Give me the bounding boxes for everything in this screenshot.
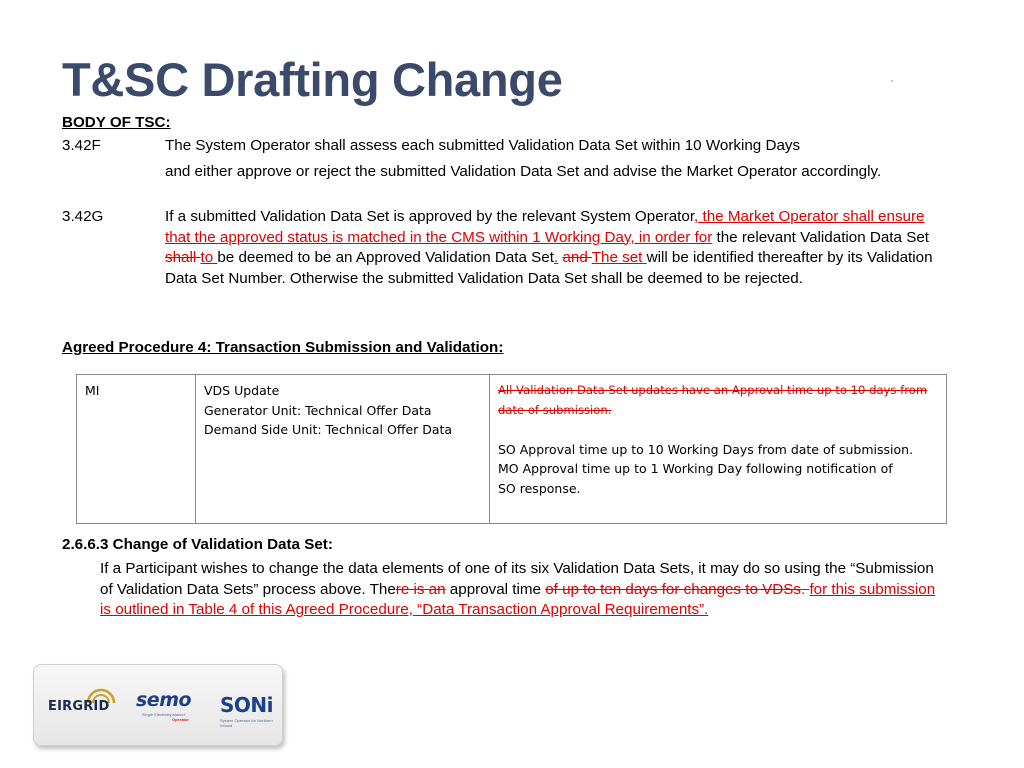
table-cell-mi-text: MI: [85, 383, 100, 398]
table-cell-vds-update: [196, 375, 490, 524]
decorative-dot: [891, 80, 893, 82]
clause-3-42g-text-2: the relevant Validation Data Set: [712, 228, 929, 246]
ap4-heading: Agreed Procedure 4: Transaction Submission and Validation:: [62, 339, 504, 356]
clause-3-42g-insertion-2: to: [200, 249, 218, 266]
mo-approval-line: MO Approval time up to 1 Working Day following notification of: [498, 461, 893, 476]
section-2663-text-1: If a Participant wishes to change the data elements of one of its six Validation Data Sets, it may do so using the “Submission of Validation Data Sets” process above. The: [100, 560, 934, 598]
table-cell-mi: [77, 375, 196, 524]
demand-side-unit-line: Demand Side Unit: Technical Offer Data: [204, 422, 453, 437]
slide-title: T&SC Drafting Change: [62, 53, 563, 106]
approval-time-table: [76, 374, 947, 524]
clause-3-42g-insertion-1: , the Market Operator shall ensure that the approved status is matched in the CMS within 1 Working Day, in order for: [165, 208, 925, 246]
clause-3-42g-deletion-1: shall: [165, 249, 201, 266]
clause-3-42g-text-3: be deemed to be an Approved Validation Data Set: [217, 249, 554, 266]
clause-3-42g-body: [165, 207, 949, 289]
section-2663-insertion-1: for this submission is outlined in Table 4 of this Agreed Procedure, “Data Transaction Approval Requirements”.: [100, 580, 936, 618]
clause-3-42g-insertion-3: .: [553, 249, 559, 266]
semo-logo-operator: Operator: [172, 717, 189, 722]
clause-3-42f-line1: The System Operator shall assess each submitted Validation Data Set within 10 Working Days: [165, 137, 801, 154]
clause-3-42g-text-5: will be identified thereafter by its Validation Data Set Number. Otherwise the submitted Validation Data Set shall be deemed to be rejected.: [165, 249, 933, 287]
generator-unit-line: Generator Unit: Technical Offer Data: [204, 402, 432, 418]
deleted-approval-text: All Validation Data Set updates have an Approval time up to 10 days from date of submission.: [498, 383, 928, 417]
semo-logo-subtitle: Single Electricity Market: [142, 712, 185, 717]
so-approval-line: SO Approval time up to 10 Working Days from date of submission.: [498, 441, 914, 457]
logo-panel: [33, 664, 283, 746]
eirgrid-logo: EIRGRID: [48, 699, 110, 714]
section-2663-body: [100, 559, 945, 621]
section-2663-text-2: approval time: [445, 580, 546, 598]
soni-logo-subtitle: System Operator for Northern Ireland: [220, 718, 273, 728]
table-row: [77, 375, 947, 524]
clause-3-42g-deletion-2: and: [562, 249, 592, 266]
vds-update-line: VDS Update: [204, 383, 280, 398]
clause-3-42f-line2: and either approve or reject the submitted Validation Data Set and advise the Market Operator accordingly.: [165, 163, 882, 180]
section-2663-deletion-2: of up to ten days for changes to VDSs.: [545, 580, 810, 598]
clause-3-42g-text-1: If a submitted Validation Data Set is approved by the relevant System Operator: [165, 208, 695, 225]
clause-3-42g-insertion-4: The set: [591, 249, 647, 266]
table-cell-approval-time: [490, 375, 947, 524]
clause-3-42f-number: 3.42F: [62, 137, 101, 154]
semo-logo: semo: [136, 689, 192, 711]
section-2663-deletion-1: re is an: [395, 580, 446, 598]
clause-3-42g-number: 3.42G: [62, 208, 104, 225]
section-2663-heading: 2.6.6.3 Change of Validation Data Set:: [62, 536, 333, 553]
so-response-line: SO response.: [498, 480, 581, 496]
soni-logo: SONi: [220, 693, 273, 717]
body-of-tsc-heading: BODY OF TSC:: [62, 114, 171, 131]
